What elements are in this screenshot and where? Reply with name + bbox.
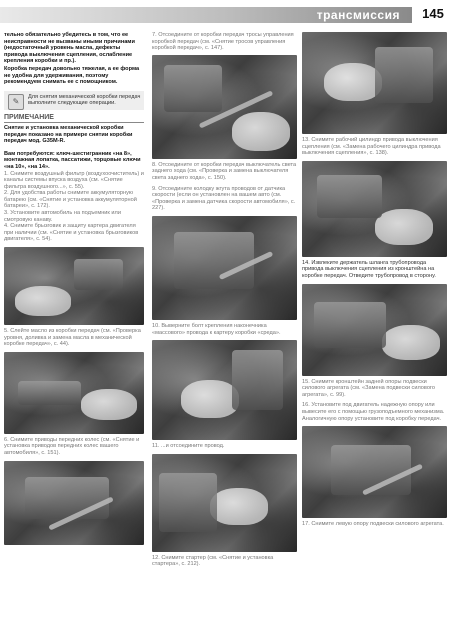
- photo-step-13: [302, 32, 447, 134]
- photo-step-15: [302, 284, 447, 376]
- page-number: 145: [416, 3, 450, 25]
- column-middle: [152, 32, 297, 572]
- step-2: 2. Для удобства работы снимите аккумуляторную батарею (см. «Снятие и установка аккумуляторной батареи», с. 172).: [4, 190, 137, 210]
- step-1: 1. Снимите воздушный фильтр (воздухоочиститель) и каналы системы впуска воздуха (см. «Снятие фильтра воздушного...», с. 55).: [4, 170, 144, 190]
- photo-step-12: [152, 454, 297, 552]
- caption-step-16: 16. Установите под двигатель надежную опору или вывесите его с помощью грузоподъемного механизма. Аналогичную опору установите под коробку передач.: [302, 402, 445, 422]
- column-right: [302, 32, 447, 532]
- warning-text: Коробка передач довольно тяжелая, а ее форма не удобна для удерживания, поэтому рекомендуем снимать ее с помощником.: [4, 65, 140, 86]
- column-left: [4, 32, 144, 545]
- caption-step-13: 13. Снимите рабочий цилиндр привода выключения сцепления (см. «Замена рабочего цилиндра привода выключения сцепления», с. 138).: [302, 137, 441, 157]
- photo-step-17: [302, 426, 447, 518]
- caption-step-8: 8. Отсоедините от коробки передач выключатель света заднего хода (см. «Проверка и замена выключателя света заднего хода», с. 150).: [152, 161, 297, 181]
- caption-step-9: 9. Отсоедините колодку жгута проводов от датчика скорости (если он установлен на вашем авто (см. «Проверка и замена датчика скорости автомобиля», с. 227).: [152, 185, 296, 212]
- photo-step-7: [152, 55, 297, 159]
- section-heading: ПРИМЕЧАНИЕ: [4, 114, 144, 123]
- section-title: трансмиссия: [316, 8, 400, 22]
- caption-step-12: 12. Снимите стартер (см. «Снятие и установка стартера», с. 212).: [152, 554, 274, 568]
- caption-step-11: 11. ...и отсоедините провод.: [152, 443, 225, 450]
- note-icon: ✎: [8, 94, 24, 110]
- note-text: Для снятия механической коробки передач выполните следующие операции.: [28, 93, 141, 107]
- step-3: 3. Установите автомобиль на подъемник или смотровую канаву.: [4, 210, 121, 223]
- section-text: Снятие и установка механической коробки передач показано на примере снятии коробки передач мод. G35M-R.: [4, 124, 133, 145]
- photo-step-5: [4, 247, 144, 325]
- caption-step-6: 6. Снимите приводы передних колес (см. «Снятие и установка приводов передних колес вашего автомобиля», с. 151).: [4, 436, 140, 456]
- caption-step-7: 7. Отсоедините от коробки передач тросы управления коробкой передач (см. «Снятие тросов управления коробкой передач», с. 147).: [152, 32, 294, 52]
- caption-step-17: 17. Снимите левую опору подвески силового агрегата.: [302, 521, 444, 528]
- tools-text: Вам потребуются: ключ-шестигранник «на 8», монтажная лопатка, пассатижи, торцовые ключи «на 10», «на 14».: [4, 150, 141, 170]
- photo-step-6b: [4, 461, 144, 545]
- photo-step-14: [302, 161, 447, 257]
- caption-step-14: 14. Извлеките держатель шланга трубопровода привода выключения сцепления из кронштейна на коробке передач. Отведите трубопровод в сторону.: [302, 259, 436, 279]
- note-box: [4, 91, 144, 110]
- page-header: [0, 0, 450, 28]
- caption-step-15: 15. Снимите кронштейн задней опоры подвески силового агрегата (см. «Замена подвески силового агрегата», с. 99).: [302, 378, 435, 398]
- photo-step-9: [152, 216, 297, 320]
- photo-step-6: [4, 352, 144, 434]
- intro-text: тельно обязательно убедитесь в том, что ее неисправности не вызваны иными причинами (недостаточный уровень масла, дефекты привода выключения сцепления, ослабление крепления коробки и пр.).: [4, 32, 135, 65]
- caption-step-10: 10. Выверните болт крепления наконечника «массового» провода к картеру коробки «среда».: [152, 322, 281, 336]
- step-4: 4. Снимите брызговик и защиту картера двигателя при наличии (см. «Снятие и установка брызговиков двигателя», с. 54).: [4, 223, 139, 243]
- caption-step-5: 5. Слейте масло из коробки передач (см. «Проверка уровня, доливка и замена масла в механической коробке передач», с. 44).: [4, 328, 141, 348]
- photo-step-11: [152, 340, 297, 440]
